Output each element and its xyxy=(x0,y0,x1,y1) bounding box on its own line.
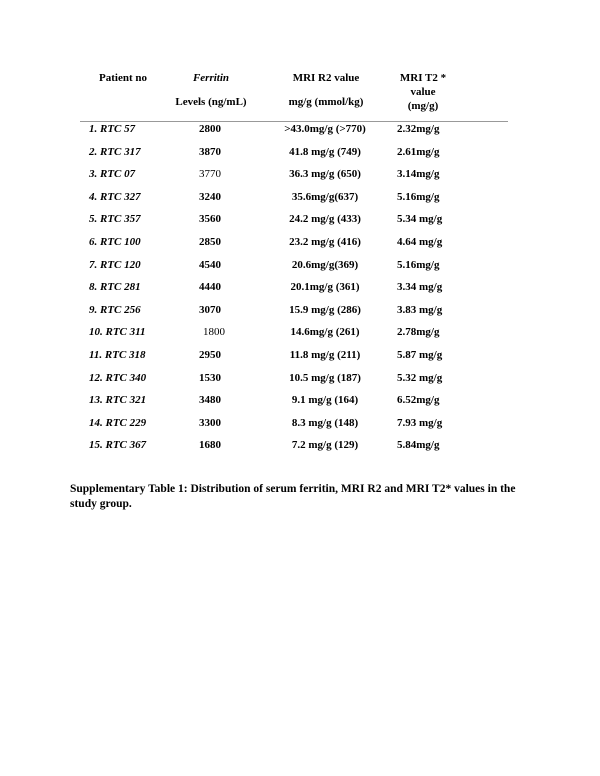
table-row xyxy=(0,281,600,301)
ferritin-cell: 3300 xyxy=(199,416,221,429)
t2-cell: 5.16mg/g xyxy=(397,258,440,271)
patient-cell: 9. RTC 256 xyxy=(89,303,141,316)
header-mri-t2 xyxy=(388,71,458,113)
t2-cell: 2.61mg/g xyxy=(397,145,440,158)
patient-cell: 4. RTC 327 xyxy=(89,190,141,203)
r2-cell: 24.2 mg/g (433) xyxy=(289,213,361,226)
table-row xyxy=(0,394,600,414)
ferritin-cell: 2950 xyxy=(199,349,221,361)
r2-cell: 10.5 mg/g (187) xyxy=(289,371,361,384)
patient-cell: 5. RTC 357 xyxy=(89,213,141,226)
patient-cell: 8. RTC 281 xyxy=(89,281,141,294)
r2-cell: 36.3 mg/g (650) xyxy=(289,168,361,181)
header-t2-value: value xyxy=(410,86,436,98)
r2-cell: 23.2 mg/g (416) xyxy=(289,236,361,248)
ferritin-cell: 4540 xyxy=(199,258,221,271)
table-row xyxy=(0,349,600,369)
patient-cell: 1. RTC 57 xyxy=(89,123,136,135)
table-row xyxy=(0,236,600,256)
patient-cell: 13. RTC 321 xyxy=(89,394,147,407)
r2-cell: 11.8 mg/g (211) xyxy=(289,349,361,361)
table-caption: Supplementary Table 1: Distribution of serum ferritin, MRI R2 and MRI T2* values in the study group. xyxy=(70,483,516,510)
header-ferritin-name: Ferritin xyxy=(192,72,230,84)
ferritin-cell: 3870 xyxy=(199,145,221,158)
header-mri-r2 xyxy=(268,71,384,109)
table-row xyxy=(0,213,600,233)
ferritin-cell: 2850 xyxy=(199,236,221,248)
header-ferritin xyxy=(168,71,254,109)
ferritin-cell: 3560 xyxy=(199,213,221,226)
r2-cell: 7.2 mg/g (129) xyxy=(291,439,359,452)
t2-cell: 5.87 mg/g xyxy=(397,349,443,361)
ferritin-cell: 1530 xyxy=(199,371,221,384)
table-row xyxy=(0,417,600,437)
patient-cell: 14. RTC 229 xyxy=(89,416,147,429)
t2-cell: 5.16mg/g xyxy=(397,190,440,203)
header-ferritin-unit: Levels (ng/mL) xyxy=(175,96,247,108)
r2-cell: 41.8 mg/g (749) xyxy=(289,145,361,158)
table-row xyxy=(0,326,600,346)
ferritin-cell: 2800 xyxy=(199,123,221,135)
r2-cell: >43.0mg/g (>770) xyxy=(284,123,366,135)
r2-cell: 14.6mg/g (261) xyxy=(290,326,360,339)
ferritin-cell: 3770 xyxy=(199,168,221,181)
t2-cell: 7.93 mg/g xyxy=(397,416,443,429)
ferritin-cell: 3240 xyxy=(199,190,221,203)
r2-cell: 20.6mg/g(369) xyxy=(291,258,359,271)
r2-cell: 20.1mg/g (361) xyxy=(290,281,360,294)
t2-cell: 3.83 mg/g xyxy=(397,303,443,316)
patient-cell: 6. RTC 100 xyxy=(89,236,141,248)
table-row xyxy=(0,372,600,392)
r2-cell: 35.6mg/g(637) xyxy=(291,190,359,203)
r2-cell: 8.3 mg/g (148) xyxy=(291,416,359,429)
patient-cell: 15. RTC 367 xyxy=(89,439,147,452)
table-row xyxy=(0,259,600,279)
ferritin-cell: 1680 xyxy=(199,439,221,452)
r2-cell: 9.1 mg/g (164) xyxy=(291,394,359,407)
table-row xyxy=(0,439,600,459)
header-patient-no: Patient no xyxy=(99,72,147,84)
ferritin-cell: 3070 xyxy=(199,303,221,316)
header-t2-name: MRI T2 * xyxy=(399,72,447,84)
patient-cell: 10. RTC 311 xyxy=(89,326,146,339)
ferritin-cell: 3480 xyxy=(199,394,221,407)
t2-cell: 3.14mg/g xyxy=(397,168,440,181)
t2-cell: 5.84mg/g xyxy=(397,439,440,452)
header-r2-unit: mg/g (mmol/kg) xyxy=(288,96,364,108)
t2-cell: 6.52mg/g xyxy=(397,394,440,407)
patient-cell: 11. RTC 318 xyxy=(89,349,146,361)
patient-cell: 12. RTC 340 xyxy=(89,371,147,384)
r2-cell: 15.9 mg/g (286) xyxy=(289,303,361,316)
ferritin-cell: 4440 xyxy=(199,281,221,294)
patient-cell: 7. RTC 120 xyxy=(89,258,141,271)
patient-cell: 2. RTC 317 xyxy=(89,145,141,158)
header-divider xyxy=(80,121,508,122)
t2-cell: 4.64 mg/g xyxy=(397,236,443,248)
table-row xyxy=(0,123,600,143)
t2-cell: 3.34 mg/g xyxy=(397,281,443,294)
patient-cell: 3. RTC 07 xyxy=(89,168,136,181)
table-row xyxy=(0,191,600,211)
table-row xyxy=(0,304,600,324)
t2-cell: 2.78mg/g xyxy=(397,326,440,339)
t2-cell: 2.32mg/g xyxy=(397,123,440,135)
t2-cell: 5.32 mg/g xyxy=(397,371,443,384)
t2-cell: 5.34 mg/g xyxy=(397,213,443,226)
ferritin-cell: 1800 xyxy=(203,326,225,339)
header-t2-unit: (mg/g) xyxy=(407,100,439,112)
table-row xyxy=(0,168,600,188)
table-row xyxy=(0,146,600,166)
header-r2-name: MRI R2 value xyxy=(292,72,360,84)
